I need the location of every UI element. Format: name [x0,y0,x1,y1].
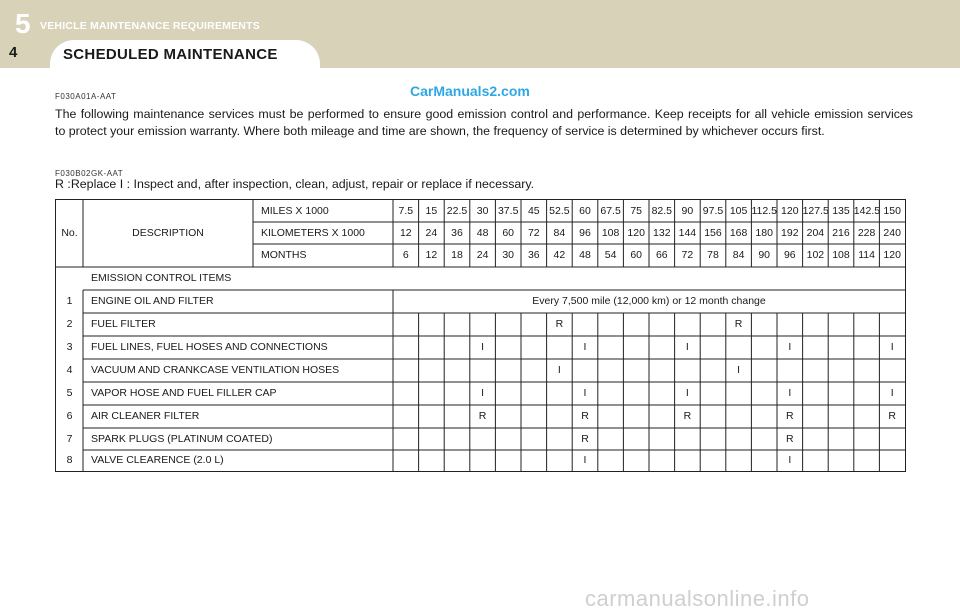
interval-value: 22.5 [446,205,468,217]
service-mark: I [481,341,485,353]
site-watermark: CarManuals2.com [410,83,530,99]
service-mark: R [683,410,692,422]
interval-value: 67.5 [600,205,621,217]
interval-value: 156 [704,227,722,239]
interval-value: 135 [832,205,850,217]
interval-value: 42 [553,249,566,261]
interval-value: 15 [425,205,438,217]
interval-value: 216 [832,227,850,239]
interval-value: 97.5 [702,205,724,217]
service-mark: R [581,433,589,445]
interval-value: 108 [601,227,620,239]
interval-value: 96 [579,227,591,239]
interval-value: 72 [681,249,694,261]
interval-value: 120 [883,249,901,261]
interval-value: 108 [832,249,850,261]
interval-value: 114 [858,249,875,261]
interval-value: 96 [783,249,796,261]
section-code-2: F030B02GK-AAT [55,169,124,178]
interval-value: 60 [502,227,515,239]
section-code-1: F030A01A-AAT [55,92,117,101]
chapter-number: 5 [15,8,31,39]
chapter-title: VEHICLE MAINTENANCE REQUIREMENTS [40,20,260,32]
service-mark: I [583,454,587,466]
item-number: 2 [66,318,73,330]
interval-value: 60 [630,249,643,261]
interval-value: 127.5 [802,205,829,217]
item-description: ENGINE OIL AND FILTER [91,295,214,307]
interval-value: 84 [553,227,566,239]
interval-value: 30 [502,249,515,261]
item-number: 8 [66,454,73,466]
engine-oil-note: Every 7,500 mile (12,000 km) or 12 month change [532,295,766,307]
service-mark: I [557,364,561,376]
item-number: 4 [66,364,73,376]
interval-value: 112.5 [751,205,777,217]
interval-value: 24 [425,227,438,239]
interval-value: 12 [399,227,412,239]
interval-value: 54 [604,249,617,261]
service-mark: I [583,341,587,353]
interval-row-label: MILES X 1000 [261,205,329,217]
interval-value: 66 [655,249,668,261]
service-mark: R [581,410,589,422]
service-mark: I [737,364,741,376]
interval-value: 192 [781,227,799,239]
interval-value: 82.5 [651,205,673,217]
item-description: FUEL LINES, FUEL HOSES AND CONNECTIONS [91,341,328,353]
item-number: 1 [66,295,73,307]
service-mark: I [685,387,689,399]
service-mark: I [788,387,792,399]
interval-value: 90 [681,205,694,217]
item-number: 3 [66,341,73,353]
service-mark: R [734,318,743,330]
interval-value: 30 [476,205,489,217]
interval-value: 150 [883,205,901,217]
service-mark: I [685,341,689,353]
interval-value: 78 [707,249,719,261]
service-mark: R [786,433,794,445]
item-description: VALVE CLEARENCE (2.0 L) [91,454,224,466]
item-number: 7 [66,433,73,445]
interval-value: 52.5 [549,205,570,217]
interval-value: 24 [476,249,489,261]
interval-value: 7.5 [398,205,414,217]
service-mark: I [481,387,485,399]
interval-value: 144 [678,227,697,239]
interval-value: 36 [451,227,463,239]
interval-value: 48 [579,249,591,261]
maintenance-table [55,199,906,472]
item-number: 5 [66,387,73,399]
interval-value: 12 [425,249,438,261]
intro-line-2: to protect your emission warranty. Where both mileage and time are shown, the frequency of service is determined by whichever occurs first. [55,124,825,138]
interval-value: 168 [729,227,748,239]
interval-value: 75 [630,205,643,217]
description-header: DESCRIPTION [132,227,204,239]
interval-row-label: MONTHS [261,249,307,261]
interval-value: 72 [527,227,540,239]
interval-value: 120 [781,205,799,217]
page-number: 4 [9,44,18,61]
item-number: 6 [66,410,73,422]
footer-watermark: carmanualsonline.info [585,586,810,611]
interval-value: 6 [402,249,409,261]
item-description: VAPOR HOSE AND FUEL FILLER CAP [91,387,277,399]
interval-value: 36 [527,249,540,261]
service-mark: R [555,318,564,330]
service-mark: R [478,410,487,422]
interval-value: 90 [758,249,771,261]
service-mark: R [786,410,794,422]
interval-value: 142.5 [853,205,881,217]
service-mark: I [890,387,894,399]
interval-value: 102 [806,249,825,261]
item-description: SPARK PLUGS (PLATINUM COATED) [91,433,273,445]
interval-row-label: KILOMETERS X 1000 [261,227,365,239]
interval-value: 84 [732,249,745,261]
service-mark: R [888,410,896,422]
service-mark: I [583,387,587,399]
interval-value: 132 [653,227,671,239]
section-title: SCHEDULED MAINTENANCE [63,46,278,63]
item-description: VACUUM AND CRANKCASE VENTILATION HOSES [91,364,340,376]
service-mark: I [890,341,894,353]
interval-value: 18 [451,249,463,261]
service-mark: I [788,341,792,353]
no-header: No. [61,227,78,239]
interval-value: 48 [476,227,489,239]
interval-value: 120 [627,227,645,239]
interval-value: 240 [883,227,901,239]
interval-value: 105 [729,205,748,217]
item-description: AIR CLEANER FILTER [91,410,200,422]
interval-value: 180 [755,227,773,239]
interval-value: 45 [527,205,540,217]
interval-value: 60 [579,205,591,217]
intro-line-1: The following maintenance services must be performed to ensure good emission control and performance. Keep receipts for all vehicle emission services [55,107,913,121]
item-description: FUEL FILTER [91,318,156,330]
section-label: EMISSION CONTROL ITEMS [91,272,232,284]
interval-value: 228 [857,227,876,239]
interval-value: 204 [806,227,825,239]
interval-value: 37.5 [497,205,519,217]
service-mark: I [788,454,792,466]
legend-text: R :Replace I : Inspect and, after inspection, clean, adjust, repair or replace if necessary. [55,177,535,191]
